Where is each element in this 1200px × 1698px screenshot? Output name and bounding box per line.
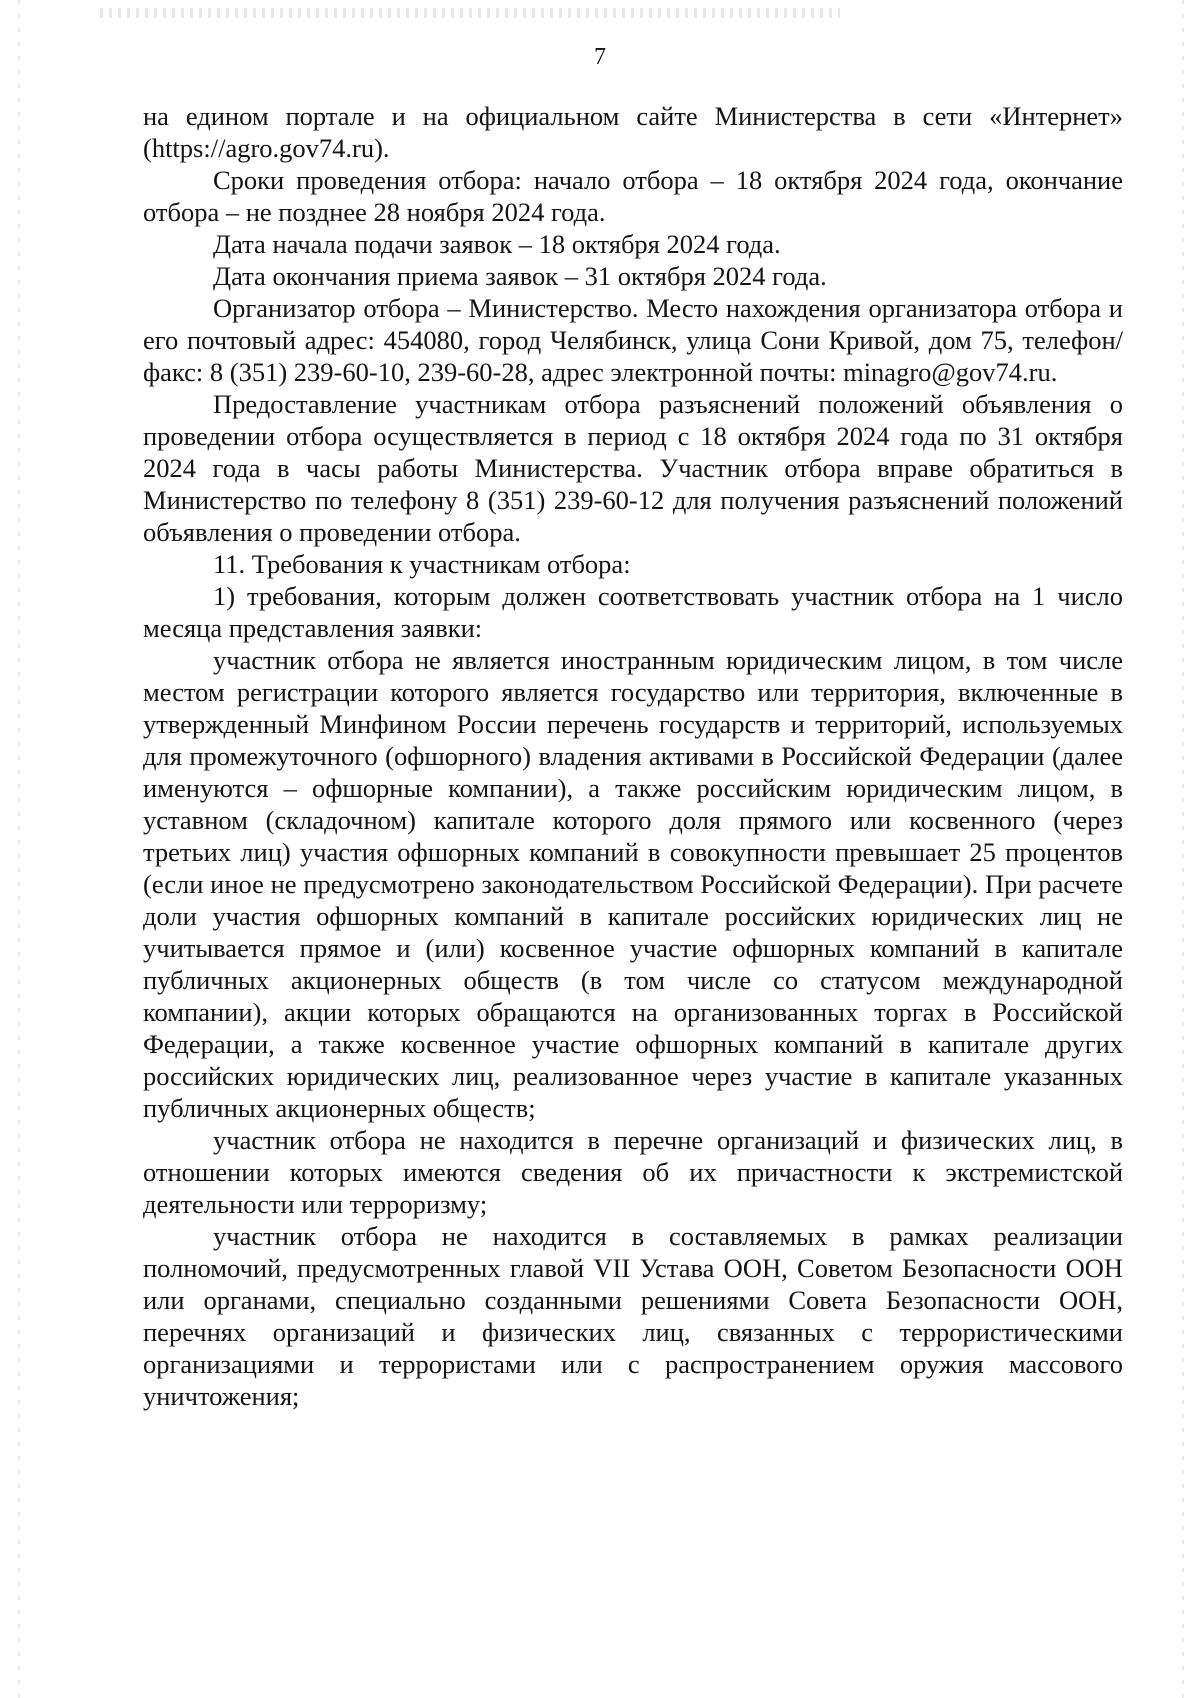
scan-artifact-right-edge — [1182, 0, 1184, 1698]
paragraph-application-start: Дата начала подачи заявок – 18 октября 2024 года. — [213, 229, 781, 259]
paragraph-selection-period: Сроки проведения отбора: начало отбора – 18 октября 2024 года, окончание отбора – не позднее 28 ноября 2024 года. — [143, 165, 1123, 227]
page-number: 7 — [594, 44, 606, 70]
paragraph-organizer: Организатор отбора – Министерство. Место нахождения организатора отбора и его почтовый адрес: 454080, город Челябинск, улица Сони Кривой, дом 75, телефон/факс: 8 (351) 239-60-10, 239-60-28, адрес электронной почты: minagro@gov74.ru. — [143, 293, 1123, 387]
paragraph-application-end: Дата окончания приема заявок – 31 октября 2024 года. — [213, 261, 827, 291]
paragraph-clarifications: Предоставление участникам отбора разъяснений положений объявления о проведении отбора осуществляется в период с 18 октября 2024 года по 31 октября 2024 года в часы работы Министерства. Участник отбора вправе обратиться в Министерство по телефону 8 (351) 239-60-12 для получения разъяснений положений объявления о проведении отбора. — [143, 389, 1123, 547]
paragraph-section-11-heading: 11. Требования к участникам отбора: — [213, 549, 631, 579]
paragraph-portal-site: на едином портале и на официальном сайте Министерства в сети «Интернет» (https://agro.gov74.ru). — [143, 101, 1123, 163]
document-body — [143, 100, 1123, 1412]
paragraph-offshore-requirement: участник отбора не является иностранным юридическим лицом, в том числе местом регистрации которого является государство или территория, включенные в утвержденный Минфином России перечень государств и территорий, используемых для промежуточного (офшорного) владения активами в Российской Федерации (далее именуются – офшорные компании), а также российским юридическим лицом, в уставном (складочном) капитале которого доля прямого или косвенного (через третьих лиц) участия офшорных компаний в совокупности превышает 25 процентов (если иное не предусмотрено законодательством Российской Федерации). При расчете доли участия офшорных компаний в капитале российских юридических лиц не учитывается прямое и (или) косвенное участие офшорных компаний в капитале публичных акционерных обществ (в том числе со статусом международной компании), акции которых обращаются на организованных торгах в Российской Федерации, а также косвенное участие офшорных компаний в капитале других российских юридических лиц, реализованное через участие в капитале указанных публичных акционерных обществ; — [143, 645, 1123, 1123]
paragraph-extremism-requirement: участник отбора не находится в перечне организаций и физических лиц, в отношении которых имеются сведения об их причастности к экстремистской деятельности или терроризму; — [143, 1125, 1123, 1219]
paragraph-requirement-1: 1) требования, которым должен соответствовать участник отбора на 1 число месяца представления заявки: — [143, 581, 1123, 643]
scan-artifact-top — [100, 8, 840, 18]
scan-artifact-left-edge — [18, 0, 20, 1698]
paragraph-un-sanctions-requirement: участник отбора не находится в составляемых в рамках реализации полномочий, предусмотренных главой VII Устава ООН, Советом Безопасности ООН или органами, специально созданными решениями Совета Безопасности ООН, перечнях организаций и физических лиц, связанных с террористическими организациями и террористами или с распространением оружия массового уничтожения; — [143, 1221, 1123, 1411]
